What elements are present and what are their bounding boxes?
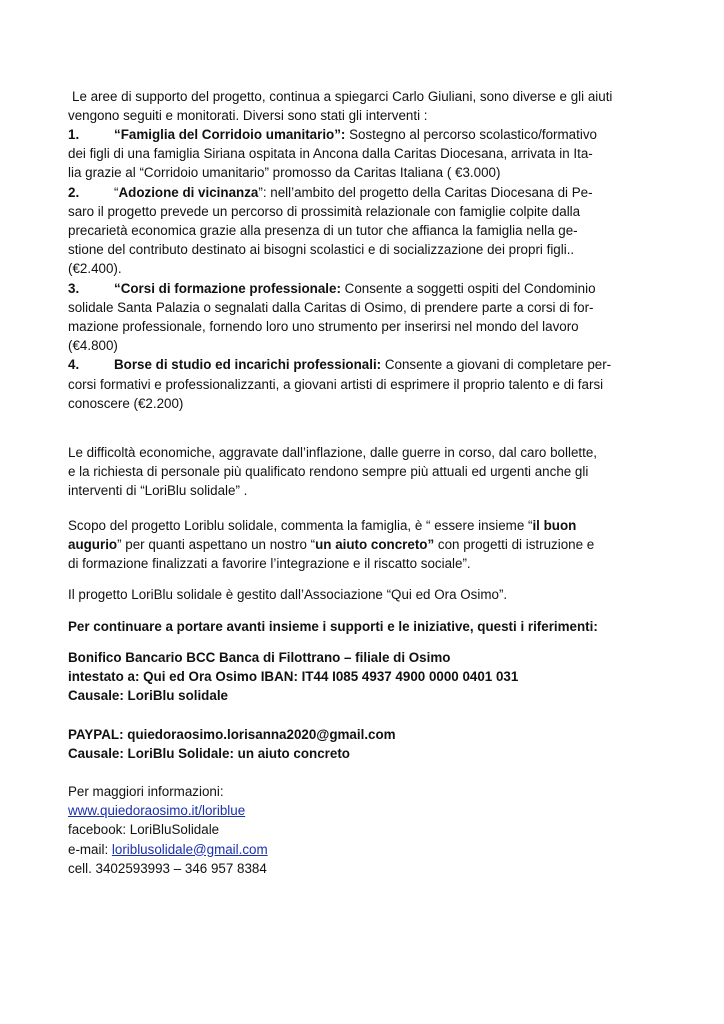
item-line: stione del contributo destinato ai bisogni scolastici e di socializzazione dei propri figli..: [68, 242, 575, 258]
item-line: lia grazie al “Corridoio umanitario” promosso da Caritas Italiana ( €3.000): [68, 165, 501, 181]
paragraph-line: Le difficoltà economiche, aggravate dall’inflazione, dalle guerre in corso, dal caro bollette,: [68, 445, 598, 460]
riferimenti-heading: [68, 617, 668, 636]
scopo-paragraph: [68, 516, 658, 574]
item-number: 3.: [68, 280, 80, 296]
item-text: Sostegno al percorso scolastico/formativo: [345, 127, 597, 142]
item-title: “Famiglia del Corridoio umanitario”:: [114, 127, 346, 142]
item-title: Borse di studio ed incarichi professionali:: [114, 357, 382, 373]
item-text: Consente a giovani di completare per-: [381, 357, 612, 373]
list-item-2: [68, 183, 658, 279]
scopo-text: con progetti di istruzione e: [434, 537, 595, 553]
item-line: conoscere (€2.200): [68, 395, 184, 411]
info-label: Per maggiori informazioni:: [68, 784, 224, 799]
item-number: 2.: [68, 184, 80, 200]
item-line: corsi formativi e professionalizzanti, a giovani artisti di esprimere il proprio talento e di farsi: [68, 376, 604, 392]
item-number: 1.: [68, 127, 80, 142]
interventions-list: [68, 125, 658, 413]
list-item-4: [68, 355, 658, 413]
bonifico-block: [68, 648, 658, 706]
scopo-emphasis: augurio: [68, 537, 118, 553]
scopo-emphasis: il buon: [532, 518, 577, 533]
email-link[interactable]: loriblusolidale@gmail.com: [111, 841, 268, 857]
website-link[interactable]: www.quiedoraosimo.it/loriblue: [68, 803, 246, 819]
causale-line: Causale: LoriBlu solidale: [68, 688, 228, 704]
intro-paragraph: [68, 87, 658, 125]
item-line: precarietà economica grazie alla presenza di un tutor che affianca la famiglia nella ge-: [68, 223, 578, 239]
riferimenti-text: Per continuare a portare avanti insieme i supporti e le iniziative, questi i riferimenti:: [68, 619, 598, 634]
paragraph-line: interventi di “LoriBlu solidale” .: [68, 483, 248, 499]
item-title: “Corsi di formazione professionale:: [114, 280, 341, 296]
item-line: dei figli di una famiglia Siriana ospitata in Ancona dalla Caritas Diocesana, arrivata in Ita-: [68, 146, 593, 162]
facebook-text: facebook: LoriBluSolidale: [68, 822, 220, 838]
gestito-text: Il progetto LoriBlu solidale è gestito dall’Associazione “Qui ed Ora Osimo”.: [68, 587, 508, 602]
item-line: solidale Santa Palazia o segnalati dalla Caritas di Osimo, di prendere parte a corsi di for-: [68, 299, 594, 315]
scopo-text: ” per quanti aspettano un nostro “: [117, 537, 316, 553]
iban-line: intestato a: Qui ed Ora Osimo IBAN: IT44 I085 4937 4900 0000 0401 031: [68, 669, 519, 685]
list-item-1: [68, 125, 658, 183]
scopo-text: di formazione finalizzati a favorire l’integrazione e il riscatto sociale”.: [68, 556, 471, 572]
info-block: [68, 782, 658, 878]
item-line: saro il progetto prevede un percorso di prossimità relazionale con famiglie colpite dalla: [68, 203, 581, 219]
item-line: (€4.800): [68, 338, 118, 354]
item-text: ”: nell’ambito del progetto della Caritas Diocesana di Pe-: [258, 184, 593, 200]
email-label: e-mail:: [68, 841, 112, 857]
difficolta-paragraph: [68, 443, 658, 501]
scopo-emphasis: un aiuto concreto”: [315, 537, 435, 553]
intro-text: Le aree di supporto del progetto, continua a spiegarci Carlo Giuliani, sono diverse e gli aiuti vengono seguiti e monitorati. Diversi sono stati gli interventi :: [68, 89, 613, 124]
paypal-block: [68, 725, 658, 763]
item-title: Adozione di vicinanza: [118, 184, 259, 200]
paypal-line: PAYPAL: quiedoraosimo.lorisanna2020@gmail.com: [68, 727, 396, 742]
cell-text: cell. 3402593993 – 346 957 8384: [68, 860, 267, 876]
scopo-text: Scopo del progetto Loriblu solidale, commenta la famiglia, è “ essere insieme “: [68, 518, 533, 533]
paragraph-line: e la richiesta di personale più qualificato rendono sempre più attuali ed urgenti anche gli: [68, 464, 589, 480]
item-line: mazione professionale, fornendo loro uno strumento per inserirsi nel mondo del lavoro: [68, 319, 579, 335]
causale-line: Causale: LoriBlu Solidale: un aiuto concreto: [68, 746, 350, 762]
item-line: (€2.400).: [68, 261, 122, 277]
item-quote: “: [114, 184, 119, 200]
bonifico-line: Bonifico Bancario BCC Banca di Filottrano – filiale di Osimo: [68, 650, 451, 665]
item-text: Consente a soggetti ospiti del Condominio: [340, 280, 596, 296]
item-number: 4.: [68, 357, 80, 373]
gestito-paragraph: [68, 585, 658, 604]
list-item-3: [68, 279, 658, 356]
